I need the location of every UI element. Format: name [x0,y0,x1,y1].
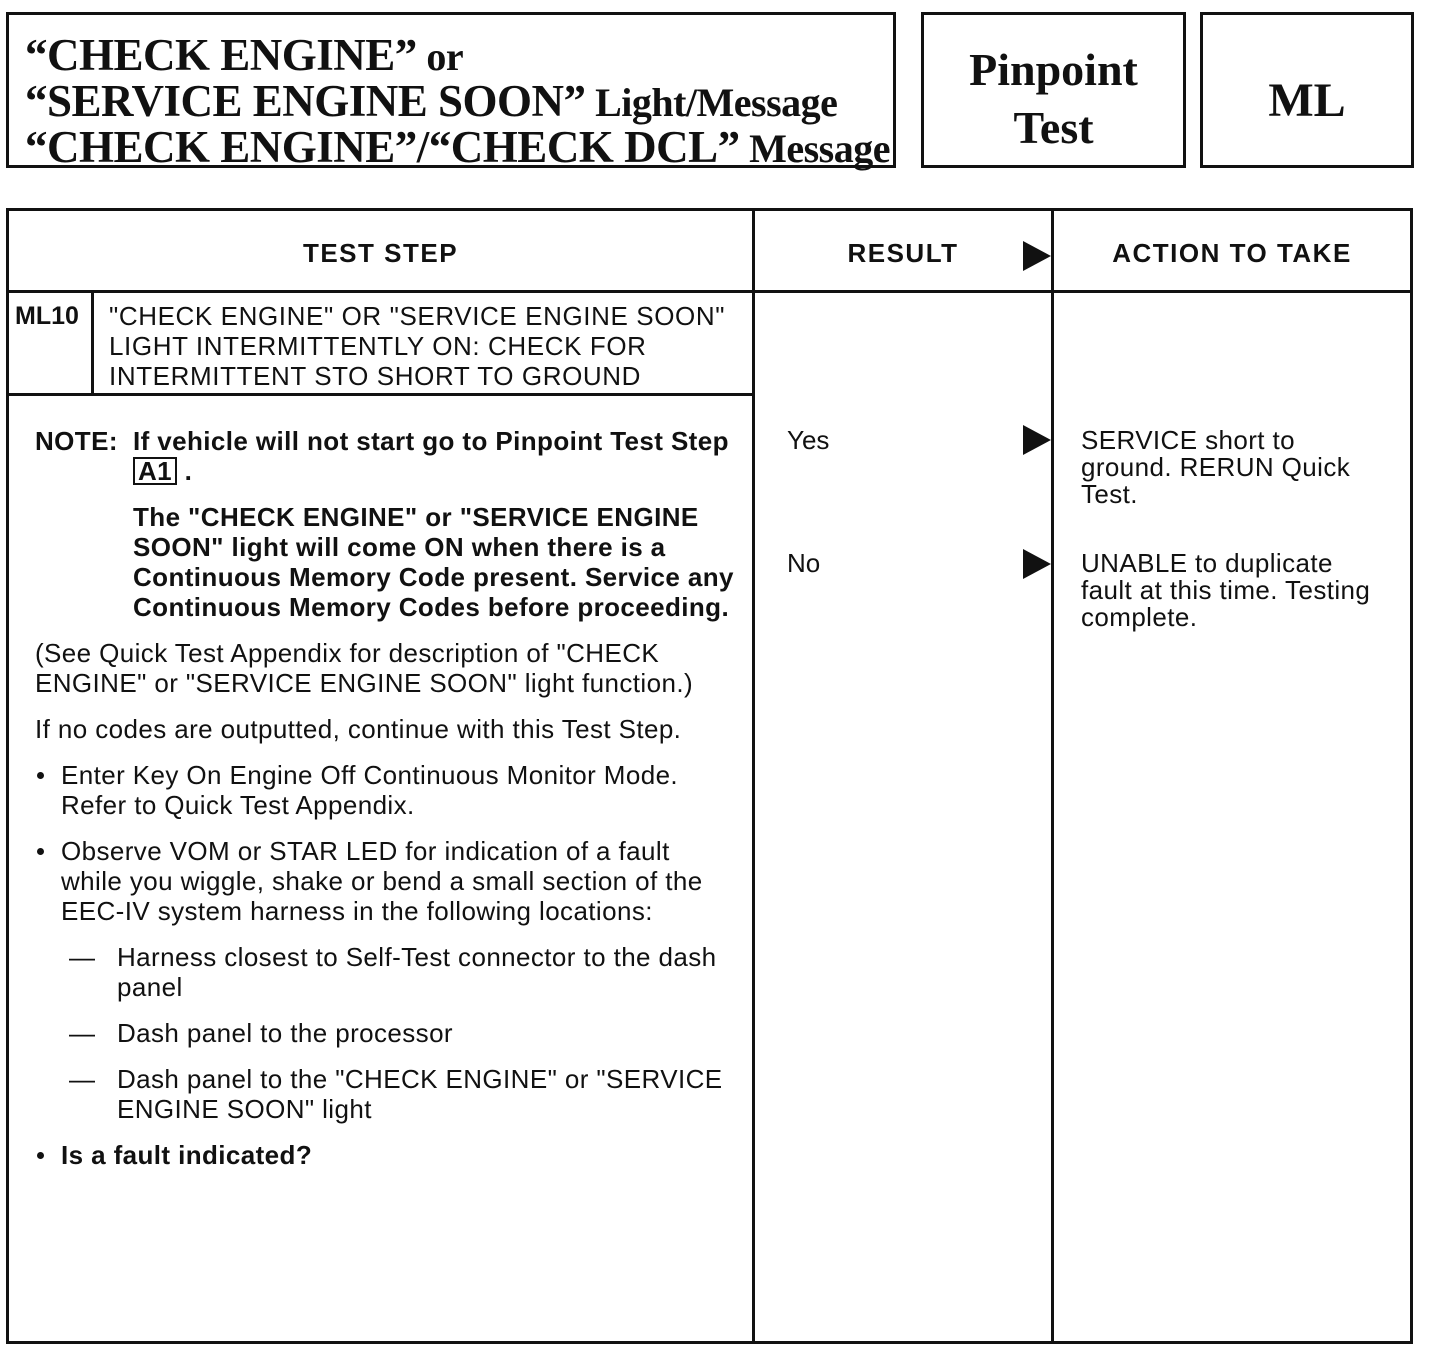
note-2: The "CHECK ENGINE" or "SERVICE ENGINE SOON" light will come ON when there is a Continuous Memory Code present. Service any Continuous Memory Codes before proceeding. [133,502,734,622]
result-no: No [787,548,821,578]
action-no: UNABLE to duplicate fault at this time. Testing complete. [1081,548,1371,632]
note-block [35,426,735,622]
header-action-to-take: ACTION TO TAKE [1112,238,1352,268]
header-arrow-icon [1023,241,1051,271]
pinpoint-test-box [921,12,1186,168]
header-result: RESULT [847,238,959,268]
header-test-step: TEST STEP [302,238,459,268]
note-1: If vehicle will not start go to Pinpoint Test Step A1 . [133,426,729,486]
dash-item-2: — Dash panel to the processor [69,1018,453,1048]
result-yes: Yes [787,425,830,455]
step-heading: "CHECK ENGINE" OR "SERVICE ENGINE SOON" LIGHT INTERMITTENTLY ON: CHECK FOR INTERMITTENT STO SHORT TO GROUND [109,301,726,391]
column-divider-2 [1051,211,1054,1341]
step-id: ML10 [15,302,79,330]
note-label: NOTE: [35,426,118,456]
title-line-1: “CHECK ENGINE” or [25,30,464,80]
step-body [35,426,735,1186]
step-id-divider [91,293,94,393]
test-code-box [1200,12,1414,168]
header-divider [9,290,1410,293]
paragraph-no-codes: If no codes are outputted, continue with this Test Step. [35,714,682,744]
step-heading-divider [9,393,755,396]
dash-item-1: — Harness closest to Self-Test connector to the dash panel [69,942,717,1002]
bullet-enter-mode: Enter Key On Engine Off Continuous Monitor Mode. Refer to Quick Test Appendix. [35,760,735,820]
title-box [6,12,896,172]
result-no-arrow-icon [1023,549,1051,579]
pinpoint-test-label: Pinpoint Test [969,44,1138,153]
paragraph-appendix: (See Quick Test Appendix for description of "CHECK ENGINE" or "SERVICE ENGINE SOON" light function.) [35,638,693,698]
title-line-3: “CHECK ENGINE”/“CHECK DCL” Message [25,122,890,172]
result-yes-arrow-icon [1023,425,1051,455]
dash-item-3: — Dash panel to the "CHECK ENGINE" or "SERVICE ENGINE SOON" light [69,1064,723,1124]
test-code: ML [1268,74,1346,127]
title-line-2: “SERVICE ENGINE SOON” Light/Message [25,76,838,126]
bullet-question: Is a fault indicated? [35,1140,735,1170]
action-yes: SERVICE short to ground. RERUN Quick Test. [1081,425,1351,509]
step-ref-a1: A1 [133,457,177,485]
bullet-observe: Observe VOM or STAR LED for indication of a fault while you wiggle, shake or bend a small section of the EEC-IV system harness in the following locations: [35,836,735,926]
test-table [6,208,1413,1344]
